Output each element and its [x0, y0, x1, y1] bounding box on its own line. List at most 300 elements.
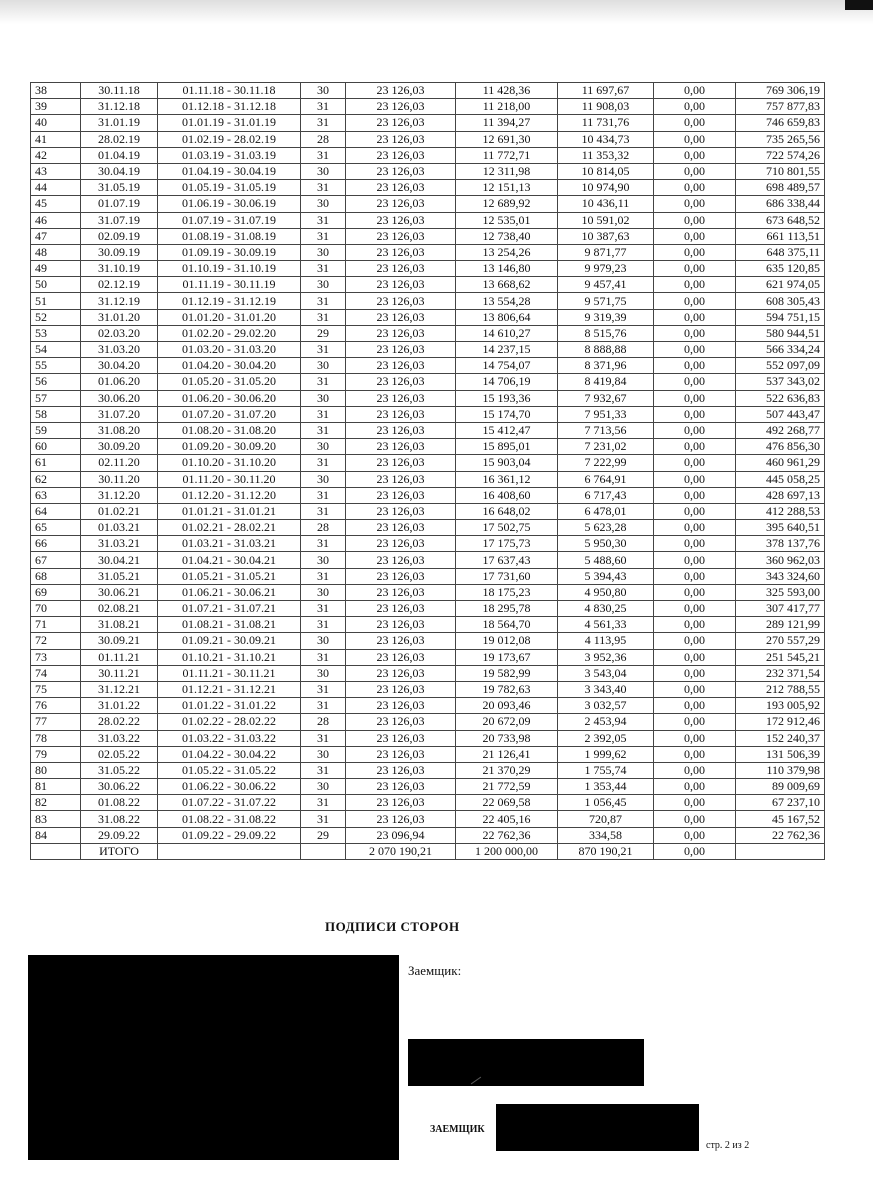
days-cell: 30 — [301, 196, 346, 212]
payment-amount-cell: 23 126,03 — [346, 536, 456, 552]
interest-cell: 5 488,60 — [558, 552, 654, 568]
extra-cell: 0,00 — [654, 131, 736, 147]
balance-cell: 360 962,03 — [736, 552, 825, 568]
signatures-title: ПОДПИСИ СТОРОН — [325, 919, 460, 934]
payment-amount-cell: 23 126,03 — [346, 196, 456, 212]
row-number-cell: 74 — [31, 665, 81, 681]
interest-cell: 5 394,43 — [558, 568, 654, 584]
totals-empty-cell — [158, 843, 301, 859]
row-number-cell: 65 — [31, 520, 81, 536]
days-cell: 30 — [301, 746, 346, 762]
period-cell: 01.04.21 - 30.04.21 — [158, 552, 301, 568]
interest-cell: 4 113,95 — [558, 633, 654, 649]
principal-cell: 14 754,07 — [456, 358, 558, 374]
interest-cell: 9 979,23 — [558, 261, 654, 277]
principal-cell: 21 370,29 — [456, 762, 558, 778]
balance-cell: 552 097,09 — [736, 358, 825, 374]
payment-amount-cell: 23 126,03 — [346, 617, 456, 633]
period-cell: 01.07.20 - 31.07.20 — [158, 406, 301, 422]
extra-cell: 0,00 — [654, 536, 736, 552]
principal-cell: 13 668,62 — [456, 277, 558, 293]
period-cell: 01.07.21 - 31.07.21 — [158, 601, 301, 617]
extra-cell: 0,00 — [654, 115, 736, 131]
extra-cell: 0,00 — [654, 422, 736, 438]
payment-amount-cell: 23 126,03 — [346, 714, 456, 730]
extra-cell: 0,00 — [654, 309, 736, 325]
interest-cell: 4 830,25 — [558, 601, 654, 617]
payment-date-cell: 31.07.19 — [81, 212, 158, 228]
payment-date-cell: 01.06.20 — [81, 374, 158, 390]
balance-cell: 492 268,77 — [736, 422, 825, 438]
balance-cell: 476 856,30 — [736, 439, 825, 455]
principal-cell: 12 311,98 — [456, 163, 558, 179]
payment-date-cell: 01.07.19 — [81, 196, 158, 212]
balance-cell: 251 545,21 — [736, 649, 825, 665]
row-number-cell: 84 — [31, 827, 81, 843]
payment-amount-cell: 23 126,03 — [346, 390, 456, 406]
payment-date-cell: 02.09.19 — [81, 228, 158, 244]
interest-cell: 10 387,63 — [558, 228, 654, 244]
period-cell: 01.08.22 - 31.08.22 — [158, 811, 301, 827]
balance-cell: 507 443,47 — [736, 406, 825, 422]
days-cell: 30 — [301, 163, 346, 179]
row-number-cell: 69 — [31, 584, 81, 600]
period-cell: 01.09.20 - 30.09.20 — [158, 439, 301, 455]
row-number-cell: 38 — [31, 83, 81, 99]
extra-cell: 0,00 — [654, 212, 736, 228]
row-number-cell: 77 — [31, 714, 81, 730]
interest-cell: 7 951,33 — [558, 406, 654, 422]
period-cell: 01.02.22 - 28.02.22 — [158, 714, 301, 730]
payment-amount-cell: 23 126,03 — [346, 795, 456, 811]
extra-cell: 0,00 — [654, 487, 736, 503]
principal-cell: 20 733,98 — [456, 730, 558, 746]
table-row — [31, 163, 825, 179]
days-cell: 30 — [301, 779, 346, 795]
period-cell: 01.09.22 - 29.09.22 — [158, 827, 301, 843]
payment-date-cell: 30.11.21 — [81, 665, 158, 681]
principal-cell: 17 502,75 — [456, 520, 558, 536]
balance-cell: 746 659,83 — [736, 115, 825, 131]
interest-cell: 3 343,40 — [558, 681, 654, 697]
days-cell: 30 — [301, 358, 346, 374]
balance-cell: 537 343,02 — [736, 374, 825, 390]
principal-cell: 12 689,92 — [456, 196, 558, 212]
payment-date-cell: 02.03.20 — [81, 325, 158, 341]
payment-amount-cell: 23 126,03 — [346, 358, 456, 374]
period-cell: 01.09.19 - 30.09.19 — [158, 244, 301, 260]
totals-empty-cell — [736, 843, 825, 859]
table-row — [31, 374, 825, 390]
principal-cell: 14 237,15 — [456, 342, 558, 358]
row-number-cell: 78 — [31, 730, 81, 746]
days-cell: 31 — [301, 261, 346, 277]
extra-cell: 0,00 — [654, 342, 736, 358]
extra-cell: 0,00 — [654, 779, 736, 795]
row-number-cell: 41 — [31, 131, 81, 147]
period-cell: 01.01.21 - 31.01.21 — [158, 503, 301, 519]
interest-cell: 4 561,33 — [558, 617, 654, 633]
table-row — [31, 196, 825, 212]
interest-cell: 2 392,05 — [558, 730, 654, 746]
row-number-cell: 53 — [31, 325, 81, 341]
extra-cell: 0,00 — [654, 99, 736, 115]
row-number-cell: 57 — [31, 390, 81, 406]
extra-cell: 0,00 — [654, 552, 736, 568]
period-cell: 01.05.19 - 31.05.19 — [158, 180, 301, 196]
extra-cell: 0,00 — [654, 665, 736, 681]
days-cell: 30 — [301, 471, 346, 487]
table-row — [31, 681, 825, 697]
totals-empty-cell — [301, 843, 346, 859]
extra-cell: 0,00 — [654, 228, 736, 244]
interest-cell: 334,58 — [558, 827, 654, 843]
table-row — [31, 471, 825, 487]
balance-cell: 152 240,37 — [736, 730, 825, 746]
balance-cell: 460 961,29 — [736, 455, 825, 471]
extra-cell: 0,00 — [654, 649, 736, 665]
period-cell: 01.11.18 - 30.11.18 — [158, 83, 301, 99]
balance-cell: 635 120,85 — [736, 261, 825, 277]
row-number-cell: 66 — [31, 536, 81, 552]
totals-empty-cell — [31, 843, 81, 859]
row-number-cell: 63 — [31, 487, 81, 503]
interest-cell: 720,87 — [558, 811, 654, 827]
extra-cell: 0,00 — [654, 83, 736, 99]
interest-cell: 8 371,96 — [558, 358, 654, 374]
extra-cell: 0,00 — [654, 795, 736, 811]
days-cell: 30 — [301, 439, 346, 455]
period-cell: 01.05.21 - 31.05.21 — [158, 568, 301, 584]
table-row — [31, 212, 825, 228]
redacted-footer-name — [496, 1104, 699, 1151]
table-row — [31, 779, 825, 795]
payment-amount-cell: 23 126,03 — [346, 115, 456, 131]
period-cell: 01.12.19 - 31.12.19 — [158, 293, 301, 309]
payment-amount-cell: 23 126,03 — [346, 147, 456, 163]
days-cell: 31 — [301, 811, 346, 827]
principal-cell: 20 672,09 — [456, 714, 558, 730]
period-cell: 01.10.21 - 31.10.21 — [158, 649, 301, 665]
payment-date-cell: 31.01.19 — [81, 115, 158, 131]
principal-cell: 21 772,59 — [456, 779, 558, 795]
payment-date-cell: 31.01.20 — [81, 309, 158, 325]
interest-cell: 1 755,74 — [558, 762, 654, 778]
interest-cell: 7 713,56 — [558, 422, 654, 438]
principal-cell: 17 731,60 — [456, 568, 558, 584]
interest-cell: 11 697,67 — [558, 83, 654, 99]
payment-amount-cell: 23 126,03 — [346, 325, 456, 341]
principal-cell: 15 412,47 — [456, 422, 558, 438]
days-cell: 28 — [301, 714, 346, 730]
payment-date-cell: 02.12.19 — [81, 277, 158, 293]
row-number-cell: 46 — [31, 212, 81, 228]
payment-date-cell: 30.11.18 — [81, 83, 158, 99]
balance-cell: 270 557,29 — [736, 633, 825, 649]
table-row — [31, 277, 825, 293]
interest-cell: 8 888,88 — [558, 342, 654, 358]
row-number-cell: 52 — [31, 309, 81, 325]
borrower-label: Заемщик: — [408, 963, 462, 978]
balance-cell: 212 788,55 — [736, 681, 825, 697]
days-cell: 30 — [301, 277, 346, 293]
table-row — [31, 131, 825, 147]
payment-amount-cell: 23 126,03 — [346, 261, 456, 277]
payment-amount-cell: 23 126,03 — [346, 277, 456, 293]
interest-cell: 8 515,76 — [558, 325, 654, 341]
payment-date-cell: 31.12.18 — [81, 99, 158, 115]
principal-cell: 11 394,27 — [456, 115, 558, 131]
payment-amount-cell: 23 126,03 — [346, 762, 456, 778]
balance-cell: 673 648,52 — [736, 212, 825, 228]
row-number-cell: 39 — [31, 99, 81, 115]
table-row — [31, 455, 825, 471]
interest-cell: 10 591,02 — [558, 212, 654, 228]
balance-cell: 566 334,24 — [736, 342, 825, 358]
principal-cell: 13 146,80 — [456, 261, 558, 277]
payment-date-cell: 31.05.21 — [81, 568, 158, 584]
period-cell: 01.07.19 - 31.07.19 — [158, 212, 301, 228]
row-number-cell: 43 — [31, 163, 81, 179]
principal-cell: 16 648,02 — [456, 503, 558, 519]
principal-cell: 11 772,71 — [456, 147, 558, 163]
table-row — [31, 746, 825, 762]
principal-cell: 16 408,60 — [456, 487, 558, 503]
extra-cell: 0,00 — [654, 811, 736, 827]
interest-cell: 1 353,44 — [558, 779, 654, 795]
extra-cell: 0,00 — [654, 147, 736, 163]
totals-row — [31, 843, 825, 859]
principal-cell: 15 895,01 — [456, 439, 558, 455]
principal-cell: 12 691,30 — [456, 131, 558, 147]
interest-cell: 6 717,43 — [558, 487, 654, 503]
principal-cell: 17 175,73 — [456, 536, 558, 552]
interest-cell: 6 478,01 — [558, 503, 654, 519]
table-row — [31, 228, 825, 244]
row-number-cell: 60 — [31, 439, 81, 455]
payment-date-cell: 02.05.22 — [81, 746, 158, 762]
period-cell: 01.03.19 - 31.03.19 — [158, 147, 301, 163]
period-cell: 01.12.20 - 31.12.20 — [158, 487, 301, 503]
schedule-body — [31, 83, 825, 844]
days-cell: 31 — [301, 374, 346, 390]
days-cell: 31 — [301, 568, 346, 584]
row-number-cell: 49 — [31, 261, 81, 277]
payment-date-cell: 30.09.21 — [81, 633, 158, 649]
balance-cell: 232 371,54 — [736, 665, 825, 681]
days-cell: 30 — [301, 83, 346, 99]
period-cell: 01.01.20 - 31.01.20 — [158, 309, 301, 325]
payment-amount-cell: 23 126,03 — [346, 422, 456, 438]
balance-cell: 445 058,25 — [736, 471, 825, 487]
extra-cell: 0,00 — [654, 584, 736, 600]
payment-date-cell: 31.07.20 — [81, 406, 158, 422]
days-cell: 31 — [301, 487, 346, 503]
payment-amount-cell: 23 126,03 — [346, 163, 456, 179]
days-cell: 31 — [301, 455, 346, 471]
interest-cell: 2 453,94 — [558, 714, 654, 730]
period-cell: 01.10.19 - 31.10.19 — [158, 261, 301, 277]
extra-cell: 0,00 — [654, 244, 736, 260]
balance-cell: 395 640,51 — [736, 520, 825, 536]
days-cell: 31 — [301, 536, 346, 552]
period-cell: 01.04.19 - 30.04.19 — [158, 163, 301, 179]
period-cell: 01.02.21 - 28.02.21 — [158, 520, 301, 536]
period-cell: 01.12.18 - 31.12.18 — [158, 99, 301, 115]
row-number-cell: 71 — [31, 617, 81, 633]
payment-amount-cell: 23 126,03 — [346, 228, 456, 244]
payment-amount-cell: 23 126,03 — [346, 503, 456, 519]
period-cell: 01.08.20 - 31.08.20 — [158, 422, 301, 438]
balance-cell: 193 005,92 — [736, 698, 825, 714]
table-row — [31, 601, 825, 617]
payment-date-cell: 31.10.19 — [81, 261, 158, 277]
principal-cell: 22 762,36 — [456, 827, 558, 843]
payment-date-cell: 31.03.21 — [81, 536, 158, 552]
payment-amount-cell: 23 126,03 — [346, 681, 456, 697]
row-number-cell: 64 — [31, 503, 81, 519]
row-number-cell: 56 — [31, 374, 81, 390]
payment-date-cell: 31.05.19 — [81, 180, 158, 196]
extra-cell: 0,00 — [654, 698, 736, 714]
payment-amount-cell: 23 126,03 — [346, 520, 456, 536]
row-number-cell: 81 — [31, 779, 81, 795]
days-cell: 28 — [301, 520, 346, 536]
days-cell: 31 — [301, 342, 346, 358]
extra-cell: 0,00 — [654, 471, 736, 487]
payment-date-cell: 30.09.19 — [81, 244, 158, 260]
balance-cell: 580 944,51 — [736, 325, 825, 341]
interest-cell: 5 623,28 — [558, 520, 654, 536]
extra-cell: 0,00 — [654, 390, 736, 406]
extra-cell: 0,00 — [654, 601, 736, 617]
principal-cell: 12 151,13 — [456, 180, 558, 196]
balance-cell: 710 801,55 — [736, 163, 825, 179]
interest-cell: 10 814,05 — [558, 163, 654, 179]
principal-cell: 14 610,27 — [456, 325, 558, 341]
period-cell: 01.01.22 - 31.01.22 — [158, 698, 301, 714]
period-cell: 01.03.21 - 31.03.21 — [158, 536, 301, 552]
days-cell: 31 — [301, 406, 346, 422]
interest-cell: 7 932,67 — [558, 390, 654, 406]
table-row — [31, 325, 825, 341]
row-number-cell: 44 — [31, 180, 81, 196]
row-number-cell: 45 — [31, 196, 81, 212]
principal-cell: 13 554,28 — [456, 293, 558, 309]
table-row — [31, 568, 825, 584]
interest-cell: 11 731,76 — [558, 115, 654, 131]
row-number-cell: 82 — [31, 795, 81, 811]
balance-cell: 289 121,99 — [736, 617, 825, 633]
principal-cell: 15 193,36 — [456, 390, 558, 406]
balance-cell: 22 762,36 — [736, 827, 825, 843]
balance-cell: 45 167,52 — [736, 811, 825, 827]
extra-cell: 0,00 — [654, 277, 736, 293]
interest-cell: 10 434,73 — [558, 131, 654, 147]
extra-cell: 0,00 — [654, 568, 736, 584]
balance-cell: 307 417,77 — [736, 601, 825, 617]
extra-cell: 0,00 — [654, 633, 736, 649]
principal-cell: 19 782,63 — [456, 681, 558, 697]
balance-cell: 757 877,83 — [736, 99, 825, 115]
payment-date-cell: 01.03.21 — [81, 520, 158, 536]
extra-cell: 0,00 — [654, 455, 736, 471]
payment-amount-cell: 23 126,03 — [346, 779, 456, 795]
total-interest: 870 190,21 — [558, 843, 654, 859]
payment-amount-cell: 23 126,03 — [346, 633, 456, 649]
principal-cell: 11 218,00 — [456, 99, 558, 115]
payment-date-cell: 31.01.22 — [81, 698, 158, 714]
period-cell: 01.06.20 - 30.06.20 — [158, 390, 301, 406]
payment-amount-cell: 23 126,03 — [346, 487, 456, 503]
principal-cell: 18 175,23 — [456, 584, 558, 600]
table-row — [31, 147, 825, 163]
interest-cell: 1 999,62 — [558, 746, 654, 762]
days-cell: 31 — [301, 681, 346, 697]
payment-amount-cell: 23 126,03 — [346, 568, 456, 584]
period-cell: 01.06.22 - 30.06.22 — [158, 779, 301, 795]
payment-amount-cell: 23 126,03 — [346, 180, 456, 196]
table-row — [31, 520, 825, 536]
payment-amount-cell: 23 126,03 — [346, 83, 456, 99]
payment-date-cell: 01.04.19 — [81, 147, 158, 163]
interest-cell: 9 571,75 — [558, 293, 654, 309]
table-row — [31, 827, 825, 843]
payment-amount-cell: 23 126,03 — [346, 601, 456, 617]
period-cell: 01.05.22 - 31.05.22 — [158, 762, 301, 778]
table-row — [31, 584, 825, 600]
balance-cell: 722 574,26 — [736, 147, 825, 163]
row-number-cell: 76 — [31, 698, 81, 714]
payment-date-cell: 31.12.20 — [81, 487, 158, 503]
extra-cell: 0,00 — [654, 520, 736, 536]
payment-amount-cell: 23 096,94 — [346, 827, 456, 843]
extra-cell: 0,00 — [654, 827, 736, 843]
days-cell: 29 — [301, 827, 346, 843]
interest-cell: 9 457,41 — [558, 277, 654, 293]
principal-cell: 20 093,46 — [456, 698, 558, 714]
row-number-cell: 58 — [31, 406, 81, 422]
table-row — [31, 390, 825, 406]
table-row — [31, 536, 825, 552]
balance-cell: 608 305,43 — [736, 293, 825, 309]
row-number-cell: 50 — [31, 277, 81, 293]
payment-amount-cell: 23 126,03 — [346, 665, 456, 681]
interest-cell: 7 231,02 — [558, 439, 654, 455]
interest-cell: 10 436,11 — [558, 196, 654, 212]
payment-amount-cell: 23 126,03 — [346, 584, 456, 600]
days-cell: 30 — [301, 633, 346, 649]
extra-cell: 0,00 — [654, 374, 736, 390]
payment-date-cell: 30.11.20 — [81, 471, 158, 487]
period-cell: 01.06.21 - 30.06.21 — [158, 584, 301, 600]
payment-amount-cell: 23 126,03 — [346, 698, 456, 714]
payment-date-cell: 31.03.22 — [81, 730, 158, 746]
payment-date-cell: 31.12.19 — [81, 293, 158, 309]
days-cell: 31 — [301, 212, 346, 228]
principal-cell: 21 126,41 — [456, 746, 558, 762]
period-cell: 01.07.22 - 31.07.22 — [158, 795, 301, 811]
period-cell: 01.11.19 - 30.11.19 — [158, 277, 301, 293]
payment-amount-cell: 23 126,03 — [346, 439, 456, 455]
row-number-cell: 40 — [31, 115, 81, 131]
days-cell: 30 — [301, 552, 346, 568]
payment-date-cell: 31.08.20 — [81, 422, 158, 438]
days-cell: 31 — [301, 601, 346, 617]
principal-cell: 15 174,70 — [456, 406, 558, 422]
days-cell: 31 — [301, 115, 346, 131]
days-cell: 31 — [301, 762, 346, 778]
